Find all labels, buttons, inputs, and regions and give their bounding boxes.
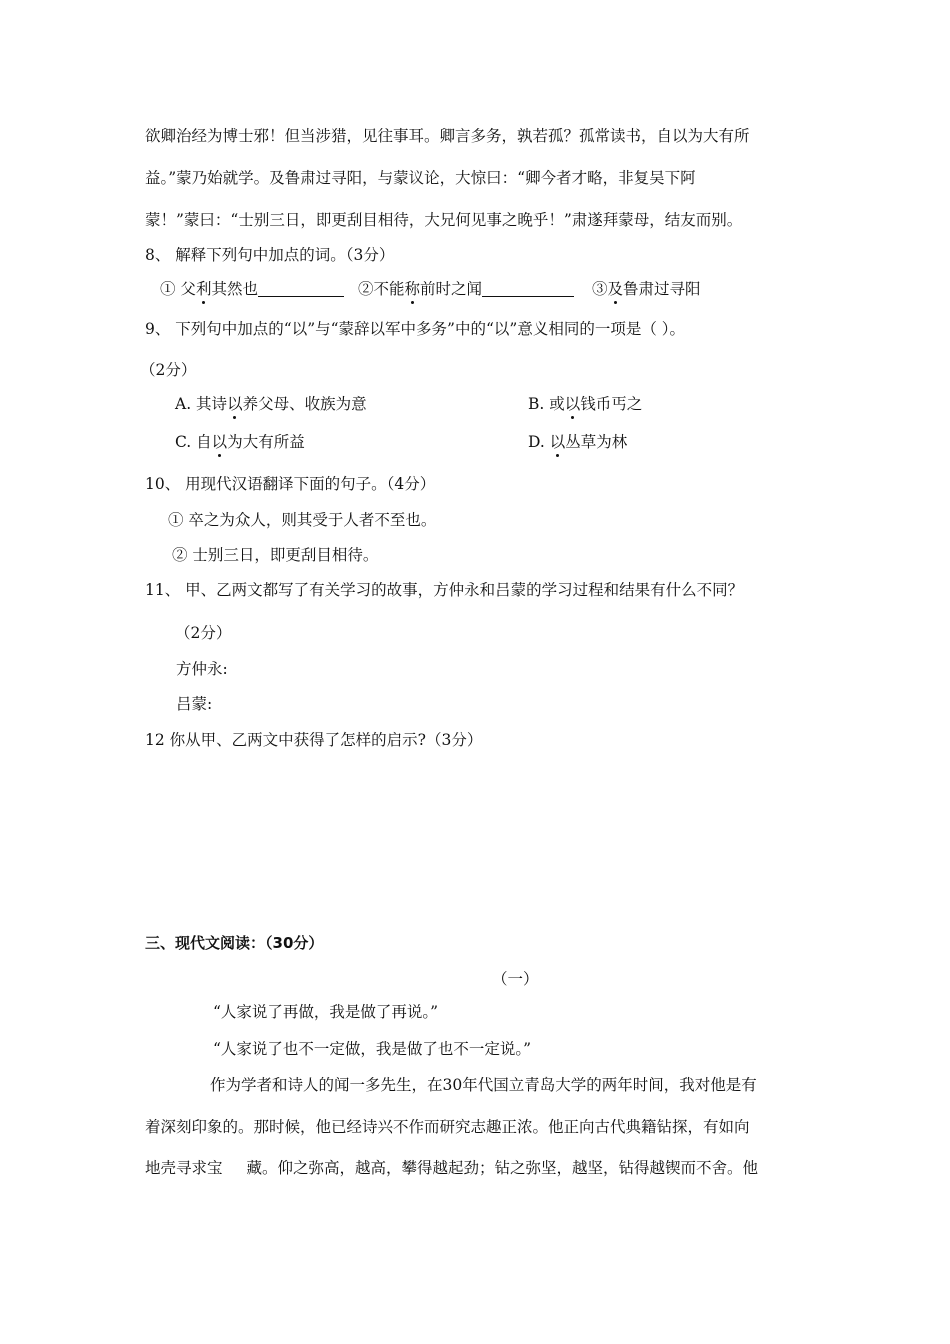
q9-option-b-suffix: 钱币丐之	[580, 395, 643, 413]
q8-answer-blank-1[interactable]	[258, 282, 344, 297]
q10-sentence-1: ① 卒之为众人，则其受于人者不至也。	[168, 511, 437, 529]
paragraph-line-3-part-b: 藏。仰之弥高，越高，攀得越起劲；钻之弥坚，越坚，钻得越锲而不舍。他	[246, 1159, 759, 1177]
question-9-score: （2分）	[140, 361, 197, 379]
q9-option-d[interactable]	[528, 435, 627, 451]
paragraph-line-3	[145, 1161, 758, 1177]
q9-option-c-dotted-word: 以	[211, 433, 228, 451]
q9-option-a-dotted-word: 以	[227, 395, 243, 413]
q8-item-1-prefix: ① 父	[160, 280, 196, 298]
q8-item-1-dotted-word: 利	[195, 280, 212, 298]
q11-answer-fang-zhongyong: 方仲永:	[176, 660, 228, 678]
q8-item-2-prefix: ②不能	[357, 280, 405, 298]
question-10-stem: 10、 用现代汉语翻译下面的句子。（4分）	[145, 475, 436, 493]
question-9-stem: 9、 下列句中加点的“以”与“蒙辞以军中多务”中的“以”意义相同的一项是（ ）。	[145, 320, 686, 338]
q8-item-3-dotted-word: 及	[607, 280, 624, 298]
section-3-subtitle: （一）	[492, 970, 539, 988]
section-3-title: 三、现代文阅读：（30分）	[145, 934, 324, 952]
paragraph-line-1: 作为学者和诗人的闻一多先生，在30年代国立青岛大学的两年时间，我对他是有	[210, 1076, 757, 1094]
q8-item-1-suffix: 其然也	[211, 280, 258, 298]
q9-option-c-prefix: C. 自	[175, 433, 212, 451]
question-8-stem: 8、 解释下列句中加点的词。（3分）	[145, 246, 395, 264]
q8-item-3-prefix: ③	[592, 280, 608, 298]
question-11-score: （2分）	[175, 624, 232, 642]
question-12-stem: 12 你从甲、乙两文中获得了怎样的启示?（3分）	[145, 731, 483, 749]
q9-option-a[interactable]	[175, 397, 367, 413]
q9-option-c-suffix: 为大有所益	[227, 433, 305, 451]
paragraph-line-3-part-a: 地壳寻求宝	[145, 1159, 223, 1177]
q8-item-2-dotted-word: 称	[404, 280, 420, 298]
q9-option-b[interactable]	[528, 397, 642, 413]
quote-1: “人家说了再做，我是做了再说。”	[213, 1003, 439, 1021]
q10-sentence-2: ② 士别三日，即更刮目相待。	[172, 546, 379, 564]
q9-option-a-prefix: A. 其诗	[175, 395, 228, 413]
q9-option-a-suffix: 养父母、收族为意	[242, 395, 367, 413]
paragraph-line-2: 着深刻印象的。那时候，他已经诗兴不作而研究志趣正浓。他正向古代典籍钻探，有如向	[145, 1118, 750, 1136]
passage-b-line-3: 蒙！”蒙曰：“士别三日，即更刮目相待，大兄何见事之晚乎！”肃遂拜蒙母，结友而别。	[145, 211, 743, 229]
q9-option-d-dotted-word: 以	[549, 433, 566, 451]
quote-2: “人家说了也不一定做，我是做了也不一定说。”	[213, 1040, 532, 1058]
question-11-stem: 11、 甲、乙两文都写了有关学习的故事，方仲永和吕蒙的学习过程和结果有什么不同？	[145, 581, 744, 599]
q9-option-d-suffix: 丛草为林	[565, 433, 628, 451]
q9-option-c[interactable]	[175, 435, 305, 451]
q8-answer-blank-2[interactable]	[482, 282, 574, 297]
q11-answer-lu-meng: 吕蒙:	[176, 695, 213, 713]
q9-option-b-prefix: B. 或	[528, 395, 565, 413]
q9-option-b-dotted-word: 以	[564, 395, 581, 413]
passage-b-line-2: 益。”蒙乃始就学。及鲁肃过寻阳，与蒙议论，大惊曰：“卿今者才略，非复吴下阿	[145, 169, 696, 187]
q8-item-2-suffix: 前时之闻	[420, 280, 483, 298]
passage-b-line-1: 欲卿治经为博士邪！但当涉猎，见往事耳。卿言多务，孰若孤？孤常读书，自以为大有所	[145, 127, 750, 145]
q8-item-3-suffix: 鲁肃过寻阳	[623, 280, 701, 298]
question-8-items	[160, 282, 701, 298]
q9-option-d-prefix: D.	[528, 433, 550, 451]
